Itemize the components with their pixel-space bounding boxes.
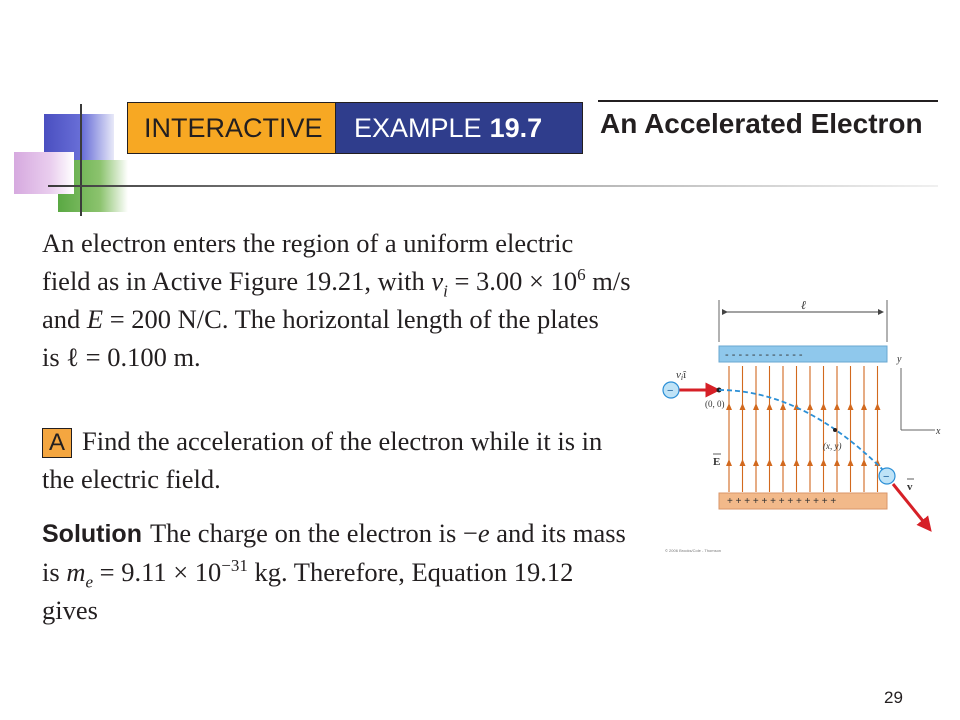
figure-copyright: © 2006 Brooks/Cole - Thomson (665, 548, 722, 553)
exp-minus-31: −31 (221, 556, 248, 576)
field-line-arrowhead (821, 459, 827, 466)
banner-interactive-label: INTERACTIVE (144, 112, 323, 143)
field-line-arrowhead (861, 403, 867, 410)
solution-text-1a: The charge on the electron is − (149, 518, 478, 548)
field-line-arrowhead (875, 403, 881, 410)
incoming-velocity-label: viî (676, 369, 687, 382)
field-line-arrowhead (807, 459, 813, 466)
field-line-arrowhead (740, 459, 746, 466)
banner-interactive (128, 103, 336, 153)
trajectory-path (719, 390, 887, 474)
problem-line-2 (42, 262, 662, 300)
field-line-arrowhead (848, 459, 854, 466)
x-axis-label: x (936, 426, 941, 437)
banner-example-label: EXAMPLE (354, 112, 482, 143)
var-m: m (66, 557, 86, 587)
banner-example (336, 103, 582, 153)
field-label: E (713, 456, 721, 468)
field-line-arrowhead (767, 459, 773, 466)
part-a-label: A (42, 428, 72, 458)
var-m-sub: e (85, 572, 93, 592)
bottom-plate-charges: + + + + + + + + + + + + + (727, 496, 837, 507)
electron-deflection-figure (655, 290, 945, 560)
field-lines (726, 366, 881, 492)
field-line-arrowhead (848, 403, 854, 410)
decorative-square-pink (14, 152, 74, 194)
solution-line-3: gives (42, 595, 98, 625)
part-a-line-2: the electric field. (42, 464, 221, 494)
field-line-arrowhead (821, 403, 827, 410)
solution-text-1b: and its mass (489, 518, 626, 548)
field-line-arrowhead (740, 403, 746, 410)
y-axis-label: y (897, 354, 902, 365)
solution-line-2 (42, 553, 662, 591)
var-v: v (431, 266, 444, 296)
problem-line-3-a: and (42, 304, 87, 334)
field-line-arrowhead (861, 459, 867, 466)
field-line-arrowhead (780, 403, 786, 410)
solution-text-2a: is (42, 557, 67, 587)
field-line-arrowhead (767, 403, 773, 410)
problem-line-2-value: = 3.00 × 10 (447, 266, 578, 296)
point-xy-label: (x, y) (823, 441, 842, 451)
problem-line-2-text: field as in Active Figure 19.21, with (42, 266, 432, 296)
top-plate-charges: - - - - - - - - - - - - (725, 349, 803, 361)
problem-statement (42, 224, 662, 376)
solution-text-2b: = 9.11 × 10 (93, 557, 222, 587)
problem-line-2-unit: m/s (585, 266, 631, 296)
electron-outgoing-sign: − (883, 471, 890, 483)
var-v-sub: i (443, 281, 448, 301)
electron-incoming-sign: − (667, 385, 674, 397)
field-line-arrowhead (794, 459, 800, 466)
field-line-arrowhead (834, 459, 840, 466)
problem-line-1: An electron enters the region of a uniform electric (42, 228, 574, 258)
solution-text-2c: kg. Therefore, Equation 19.12 (247, 557, 574, 587)
banner-example-number: 19.7 (489, 112, 543, 143)
exp-6: 6 (577, 265, 586, 285)
field-line-arrowhead (753, 459, 759, 466)
solution (42, 514, 662, 629)
field-line-arrowhead (780, 459, 786, 466)
example-title: An Accelerated Electron (600, 108, 923, 139)
outgoing-velocity-label: v (907, 481, 913, 493)
decorative-vertical-line (80, 104, 82, 216)
point-xy (833, 428, 837, 432)
field-line-arrowhead (834, 403, 840, 410)
field-line-arrowhead (726, 459, 732, 466)
part-a (42, 422, 662, 498)
field-line-arrowhead (726, 403, 732, 410)
problem-line-3-b: = 200 N/C. The horizontal length of the plates (103, 304, 599, 334)
solution-label: Solution (42, 520, 142, 548)
field-line-arrowhead (753, 403, 759, 410)
problem-line-4: is ℓ = 0.100 m. (42, 342, 201, 372)
title-rule (598, 100, 938, 102)
origin-label: (0, 0) (705, 399, 725, 409)
solution-line-1 (42, 514, 662, 553)
length-label: ℓ (801, 298, 806, 312)
part-a-line-1 (42, 422, 662, 460)
decorative-horizontal-line (48, 185, 938, 187)
page-number: 29 (884, 688, 903, 707)
example-banner (127, 102, 583, 154)
var-E: E (86, 304, 104, 334)
problem-line-3 (42, 300, 662, 338)
var-e: e (477, 518, 490, 548)
field-line-arrowhead (807, 403, 813, 410)
part-a-text-1: Find the acceleration of the electron while it is in (82, 426, 603, 456)
